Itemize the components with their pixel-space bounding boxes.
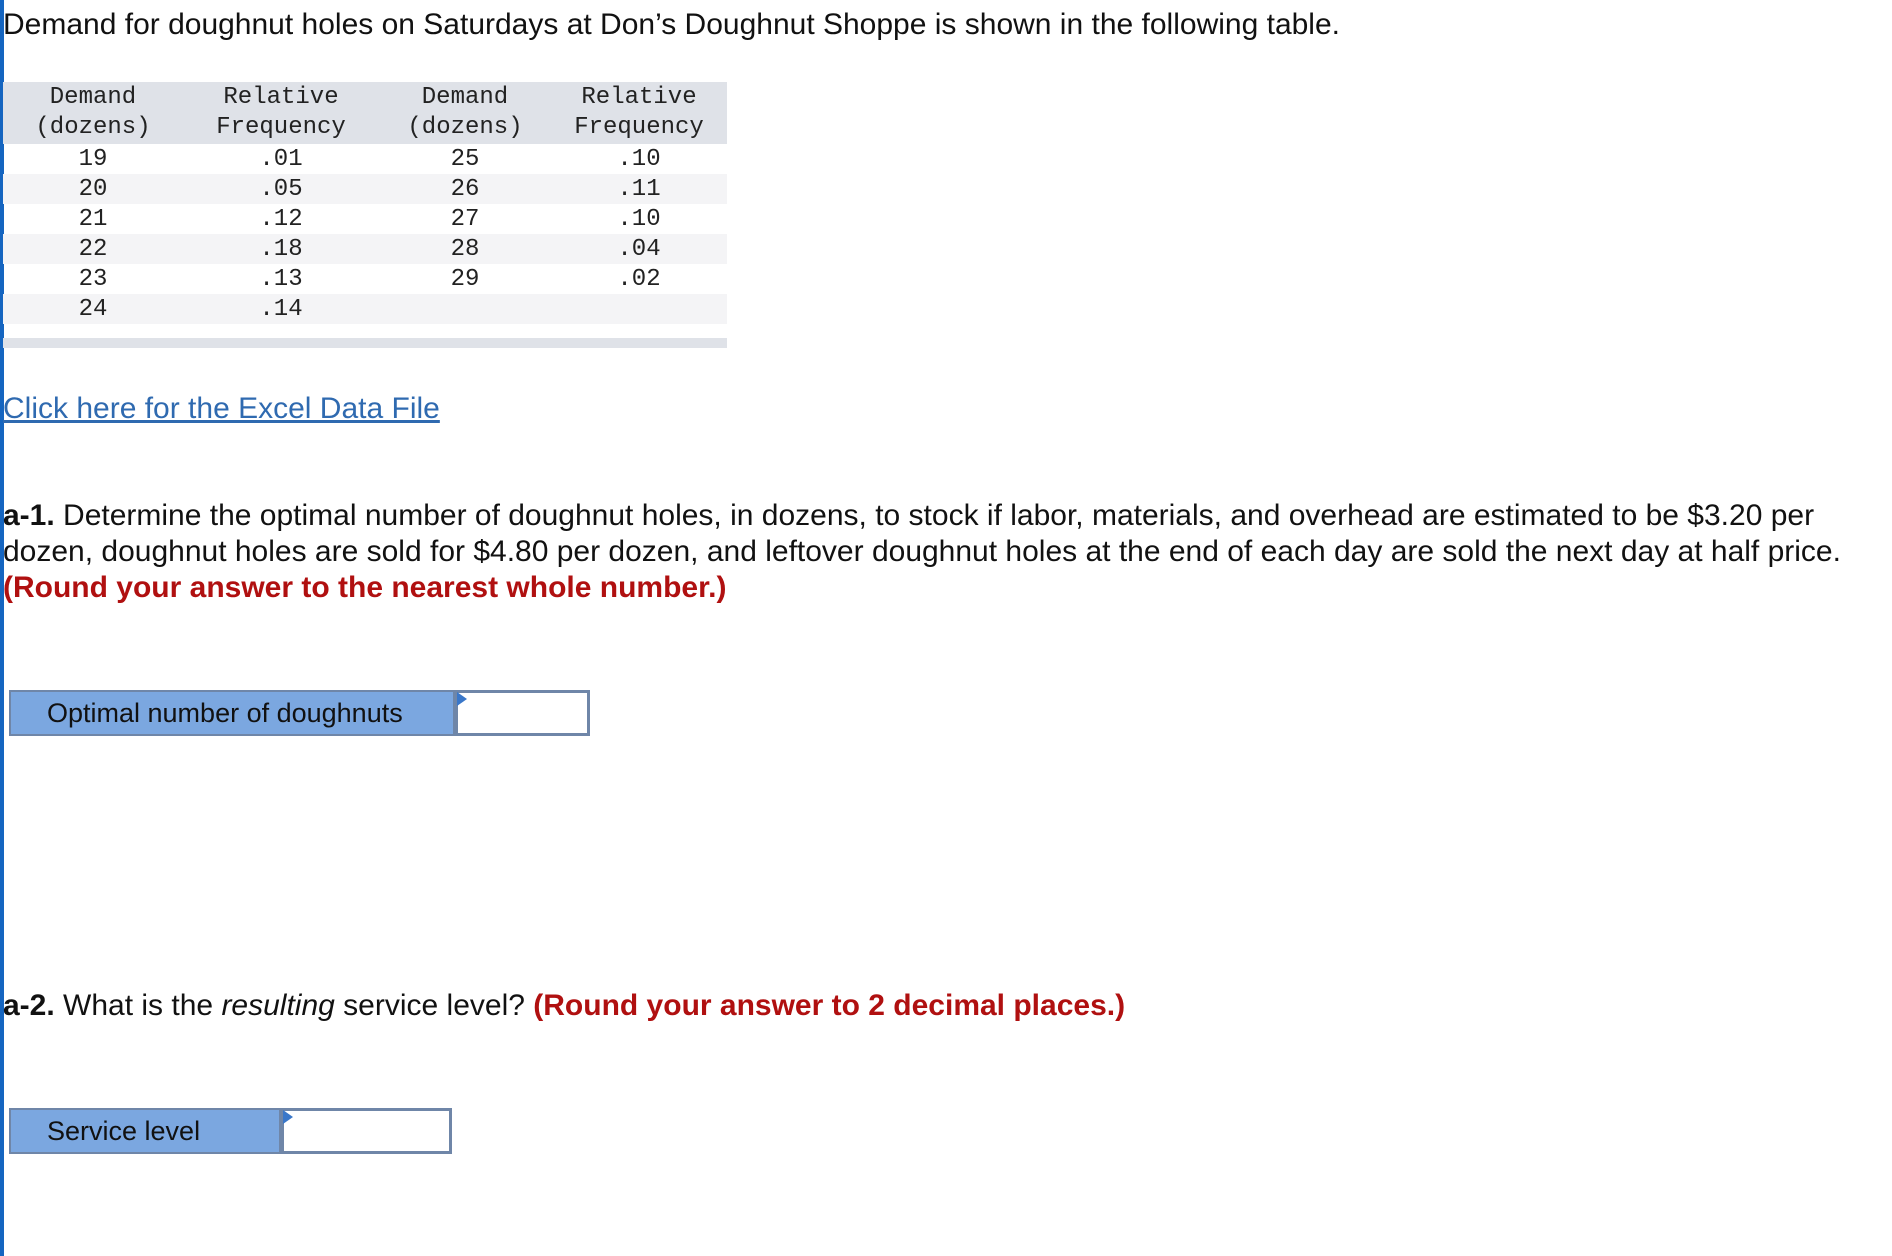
table-row [3, 234, 727, 264]
table-cell: 25 [450, 145, 480, 173]
header-demand-2: Demand (dozens) [379, 82, 551, 144]
demand-frequency-table [3, 82, 727, 324]
table-cell [551, 294, 727, 324]
question-number: a-1. [3, 499, 55, 532]
question-text-emphasis: resulting [221, 989, 335, 1022]
service-level-input-box[interactable] [281, 1108, 452, 1154]
question-a1 [3, 498, 1883, 606]
optimal-number-input-box[interactable] [455, 690, 590, 736]
answer-marker-icon [457, 692, 467, 706]
table-cell: 19 [78, 145, 108, 173]
demand-table-container [3, 82, 727, 348]
table-cell: .12 [259, 205, 303, 233]
table-row [3, 294, 727, 324]
optimal-number-answer-row [9, 690, 590, 736]
table-cell: 20 [3, 174, 183, 204]
optimal-number-input[interactable] [458, 693, 587, 733]
table-cell: .01 [259, 145, 303, 173]
table-cell: 26 [379, 174, 551, 204]
table-cell: .05 [183, 174, 379, 204]
table-cell: .13 [259, 265, 303, 293]
question-number: a-2. [3, 989, 55, 1022]
intro-text: Demand for doughnut holes on Saturdays at Don’s Doughnut Shoppe is shown in the following table. [3, 8, 1340, 41]
question-text-before: What is the [54, 989, 222, 1022]
table-cell: 29 [450, 265, 480, 293]
header-frequency-2: Relative Frequency [551, 82, 727, 144]
rounding-instruction: (Round your answer to 2 decimal places.) [533, 989, 1126, 1022]
service-level-input[interactable] [284, 1111, 449, 1151]
table-row [3, 204, 727, 234]
service-level-answer-row [9, 1108, 452, 1154]
table-cell: .10 [617, 145, 661, 173]
answer-marker-icon [283, 1110, 293, 1124]
table-cell: 27 [450, 205, 480, 233]
table-header-row [3, 82, 727, 144]
table-cell [379, 294, 551, 324]
table-cell: .02 [617, 265, 661, 293]
excel-data-file-link[interactable]: Click here for the Excel Data File [3, 392, 440, 425]
table-row [3, 174, 727, 204]
table-row [3, 144, 727, 174]
table-cell: 21 [78, 205, 108, 233]
table-cell: .11 [551, 174, 727, 204]
table-cell: 28 [379, 234, 551, 264]
question-text-after: service level? [334, 989, 534, 1022]
table-footer-bar [3, 338, 727, 348]
table-cell: 22 [3, 234, 183, 264]
table-cell: .10 [617, 205, 661, 233]
table-cell: 24 [3, 294, 183, 324]
question-a2 [3, 988, 1883, 1024]
question-text: Determine the optimal number of doughnut holes, in dozens, to stock if labor, materials, and overhead are estimated to be $3.20 per dozen, doughnut holes are sold for $4.80 per dozen, and leftover doughnut holes at the end of each day are sold the next day at half price. [3, 499, 1841, 568]
rounding-instruction: (Round your answer to the nearest whole number.) [3, 571, 727, 604]
header-frequency-1: Relative Frequency [183, 82, 379, 144]
table-cell: .14 [183, 294, 379, 324]
table-cell: .18 [183, 234, 379, 264]
table-cell: .04 [551, 234, 727, 264]
table-cell: 23 [78, 265, 108, 293]
table-row [3, 264, 727, 294]
optimal-number-label: Optimal number of doughnuts [9, 690, 455, 736]
service-level-label: Service level [9, 1108, 281, 1154]
header-demand-1: Demand (dozens) [3, 82, 183, 144]
